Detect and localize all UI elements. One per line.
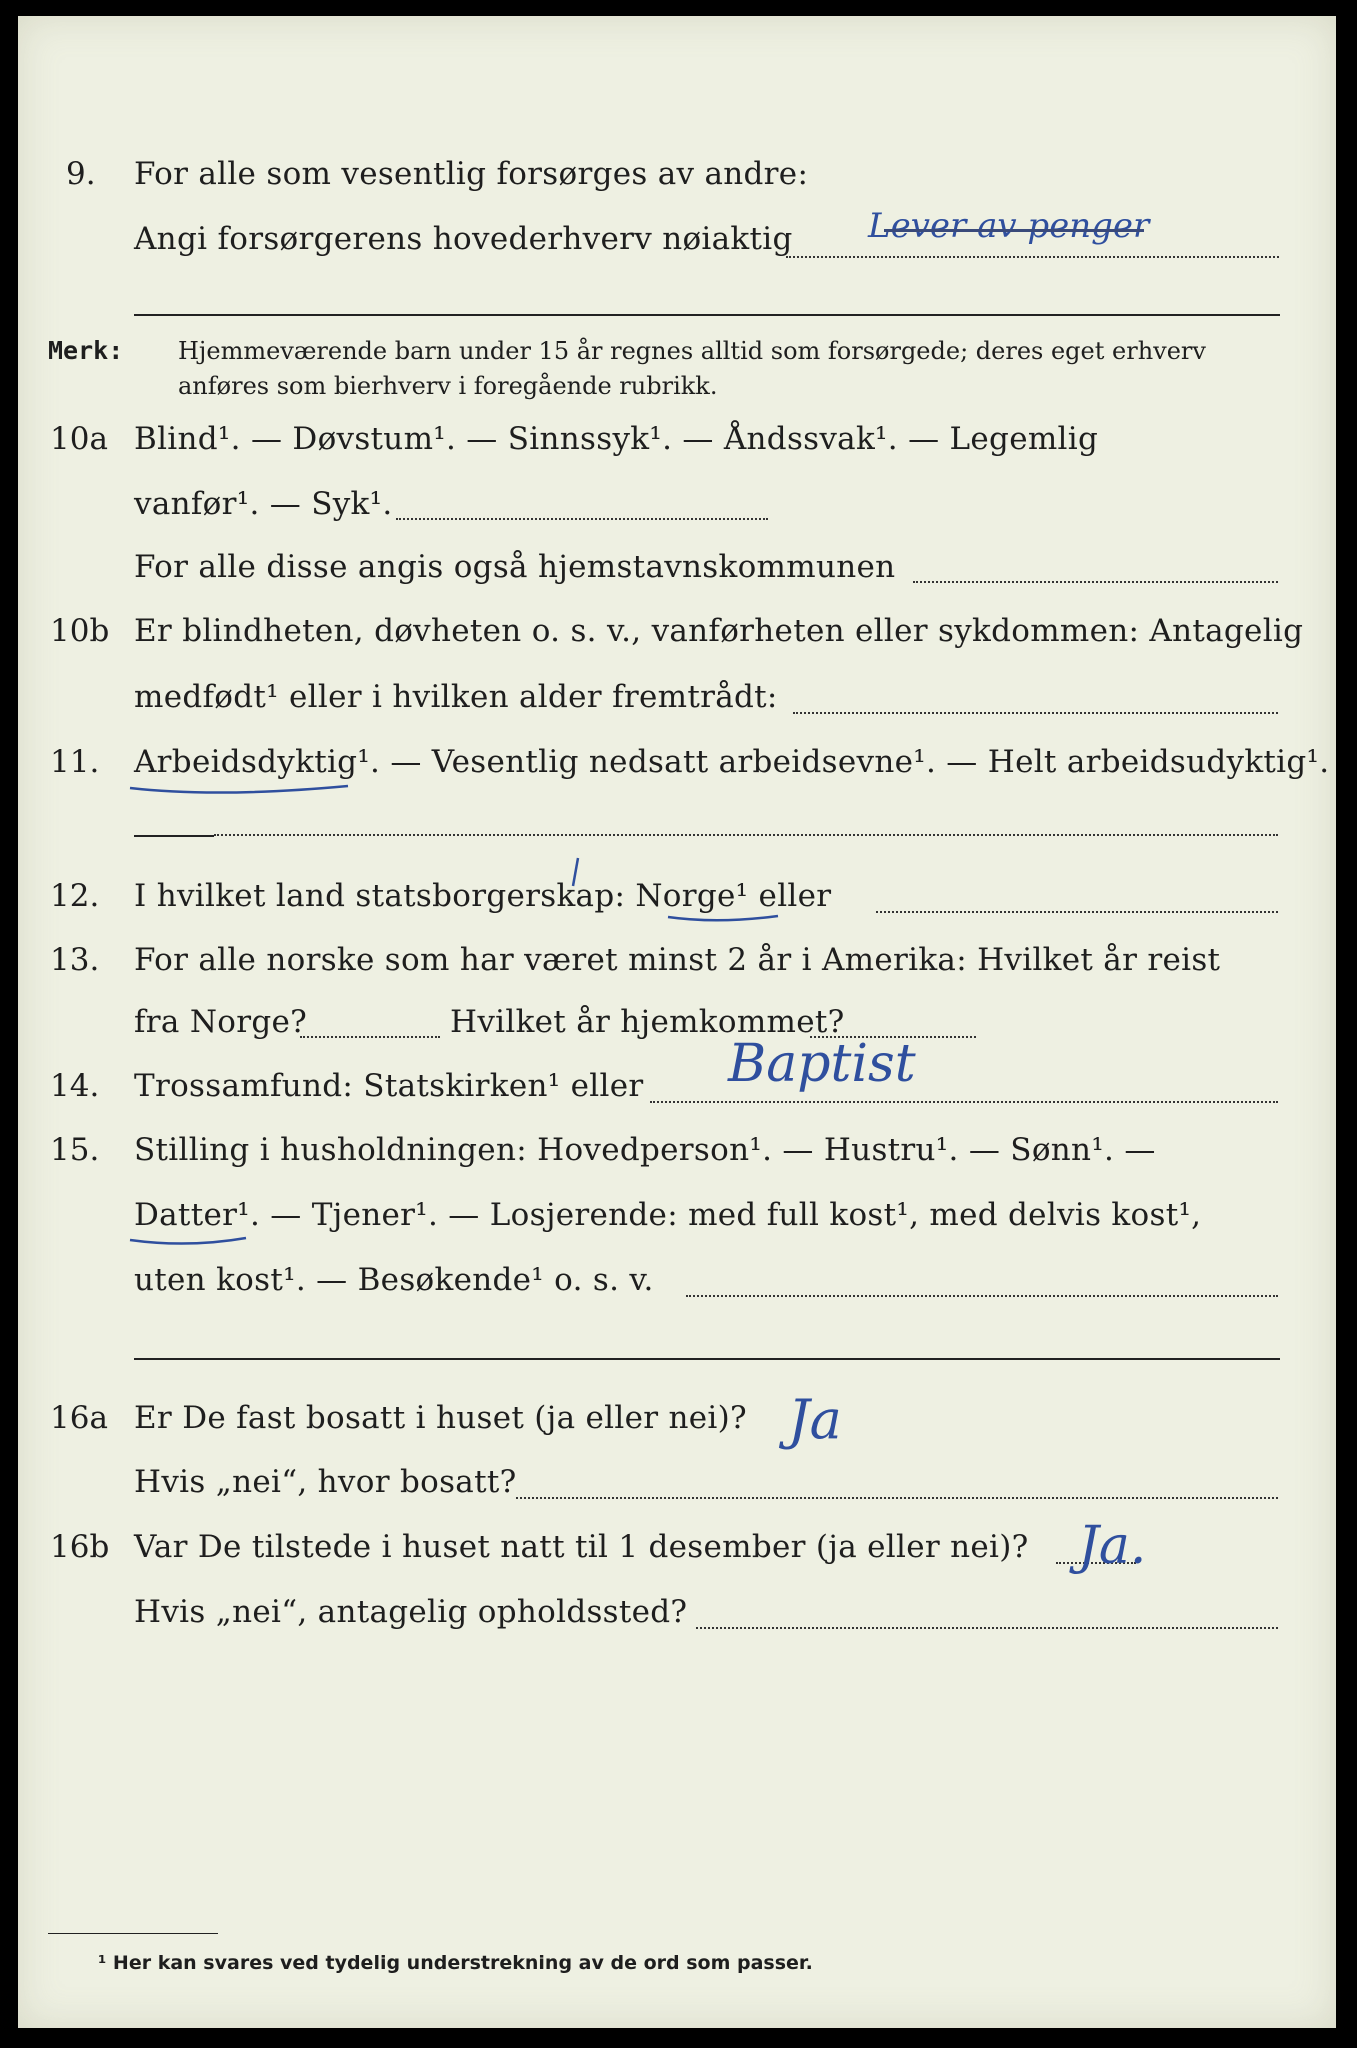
q9-number: 9. — [66, 156, 96, 192]
q16a-number: 16a — [50, 1400, 108, 1436]
q9-handwritten-answer: Lever av penger — [868, 206, 1150, 246]
q9-line2: Angi forsørgerens hovederhverv nøiaktig — [134, 221, 793, 257]
handwritten-marks — [18, 16, 1336, 2028]
q13-line2b: Hvilket år hjemkommet? — [450, 1004, 845, 1040]
q12-number: 12. — [50, 878, 100, 914]
q15-line1: Stilling i husholdningen: Hovedperson¹. — Hustru¹. — Sønn¹. — — [134, 1132, 1156, 1168]
q10b-number: 10b — [50, 613, 110, 649]
q16b-handwritten-answer: Ja. — [1078, 1516, 1147, 1576]
footnote: ¹ Her kan svares ved tydelig understrekning av de ord som passer. — [98, 1952, 813, 1974]
q14-handwritten-answer: Baptist — [728, 1034, 916, 1094]
q10a-line3: For alle disse angis også hjemstavnskommunen — [134, 549, 896, 585]
q10b-line2: medfødt¹ eller i hvilken alder fremtrådt: — [134, 679, 778, 715]
q13-line2a: fra Norge? — [134, 1004, 308, 1040]
q16a-handwritten-answer: Ja — [788, 1388, 842, 1451]
q10a-line1: Blind¹. — Døvstum¹. — Sinnssyk¹. — Åndssvak¹. — Legemlig — [134, 421, 1099, 457]
q10b-line1: Er blindheten, døvheten o. s. v., vanførheten eller sykdommen: Antagelig — [134, 613, 1304, 649]
q16b-line1: Var De tilstede i huset natt til 1 desember (ja eller nei)? — [134, 1529, 1029, 1565]
q14-line1: Trossamfund: Statskirken¹ eller — [134, 1068, 644, 1104]
q15-line2: Datter¹. — Tjener¹. — Losjerende: med full kost¹, med delvis kost¹, — [134, 1197, 1202, 1233]
merk-label: Merk: — [48, 336, 124, 365]
underline-norge — [668, 916, 778, 920]
q14-number: 14. — [50, 1068, 100, 1104]
underline-arbeidsdyktig — [130, 786, 348, 793]
q16a-line2: Hvis „nei“, hvor bosatt? — [134, 1464, 517, 1500]
underline-datter — [130, 1238, 246, 1244]
tick-mark — [573, 858, 578, 886]
q16b-number: 16b — [50, 1529, 110, 1565]
q16b-line2: Hvis „nei“, antagelig opholdssted? — [134, 1594, 688, 1630]
q15-number: 15. — [50, 1132, 100, 1168]
q9-line1: For alle som vesentlig forsørges av andre: — [134, 156, 809, 192]
q15-line3: uten kost¹. — Besøkende¹ o. s. v. — [134, 1262, 654, 1298]
q12-line1: I hvilket land statsborgerskap: Norge¹ eller — [134, 878, 832, 914]
q10a-line2: vanfør¹. — Syk¹. — [134, 486, 393, 522]
footnote-rule — [48, 1933, 218, 1934]
merk-line1: Hjemmeværende barn under 15 år regnes alltid som forsørgede; deres eget erhverv — [178, 337, 1206, 365]
census-form-page — [18, 16, 1336, 2028]
q11-number: 11. — [50, 744, 100, 780]
q13-number: 13. — [50, 942, 100, 978]
q10a-number: 10a — [50, 421, 108, 457]
q16a-line1: Er De fast bosatt i huset (ja eller nei)? — [134, 1400, 747, 1436]
q13-line1: For alle norske som har været minst 2 år i Amerika: Hvilket år reist — [134, 942, 1221, 978]
q11-line1: Arbeidsdyktig¹. — Vesentlig nedsatt arbeidsevne¹. — Helt arbeidsudyktig¹. — [134, 744, 1330, 780]
merk-line2: anføres som bierhverv i foregående rubrikk. — [178, 372, 718, 400]
